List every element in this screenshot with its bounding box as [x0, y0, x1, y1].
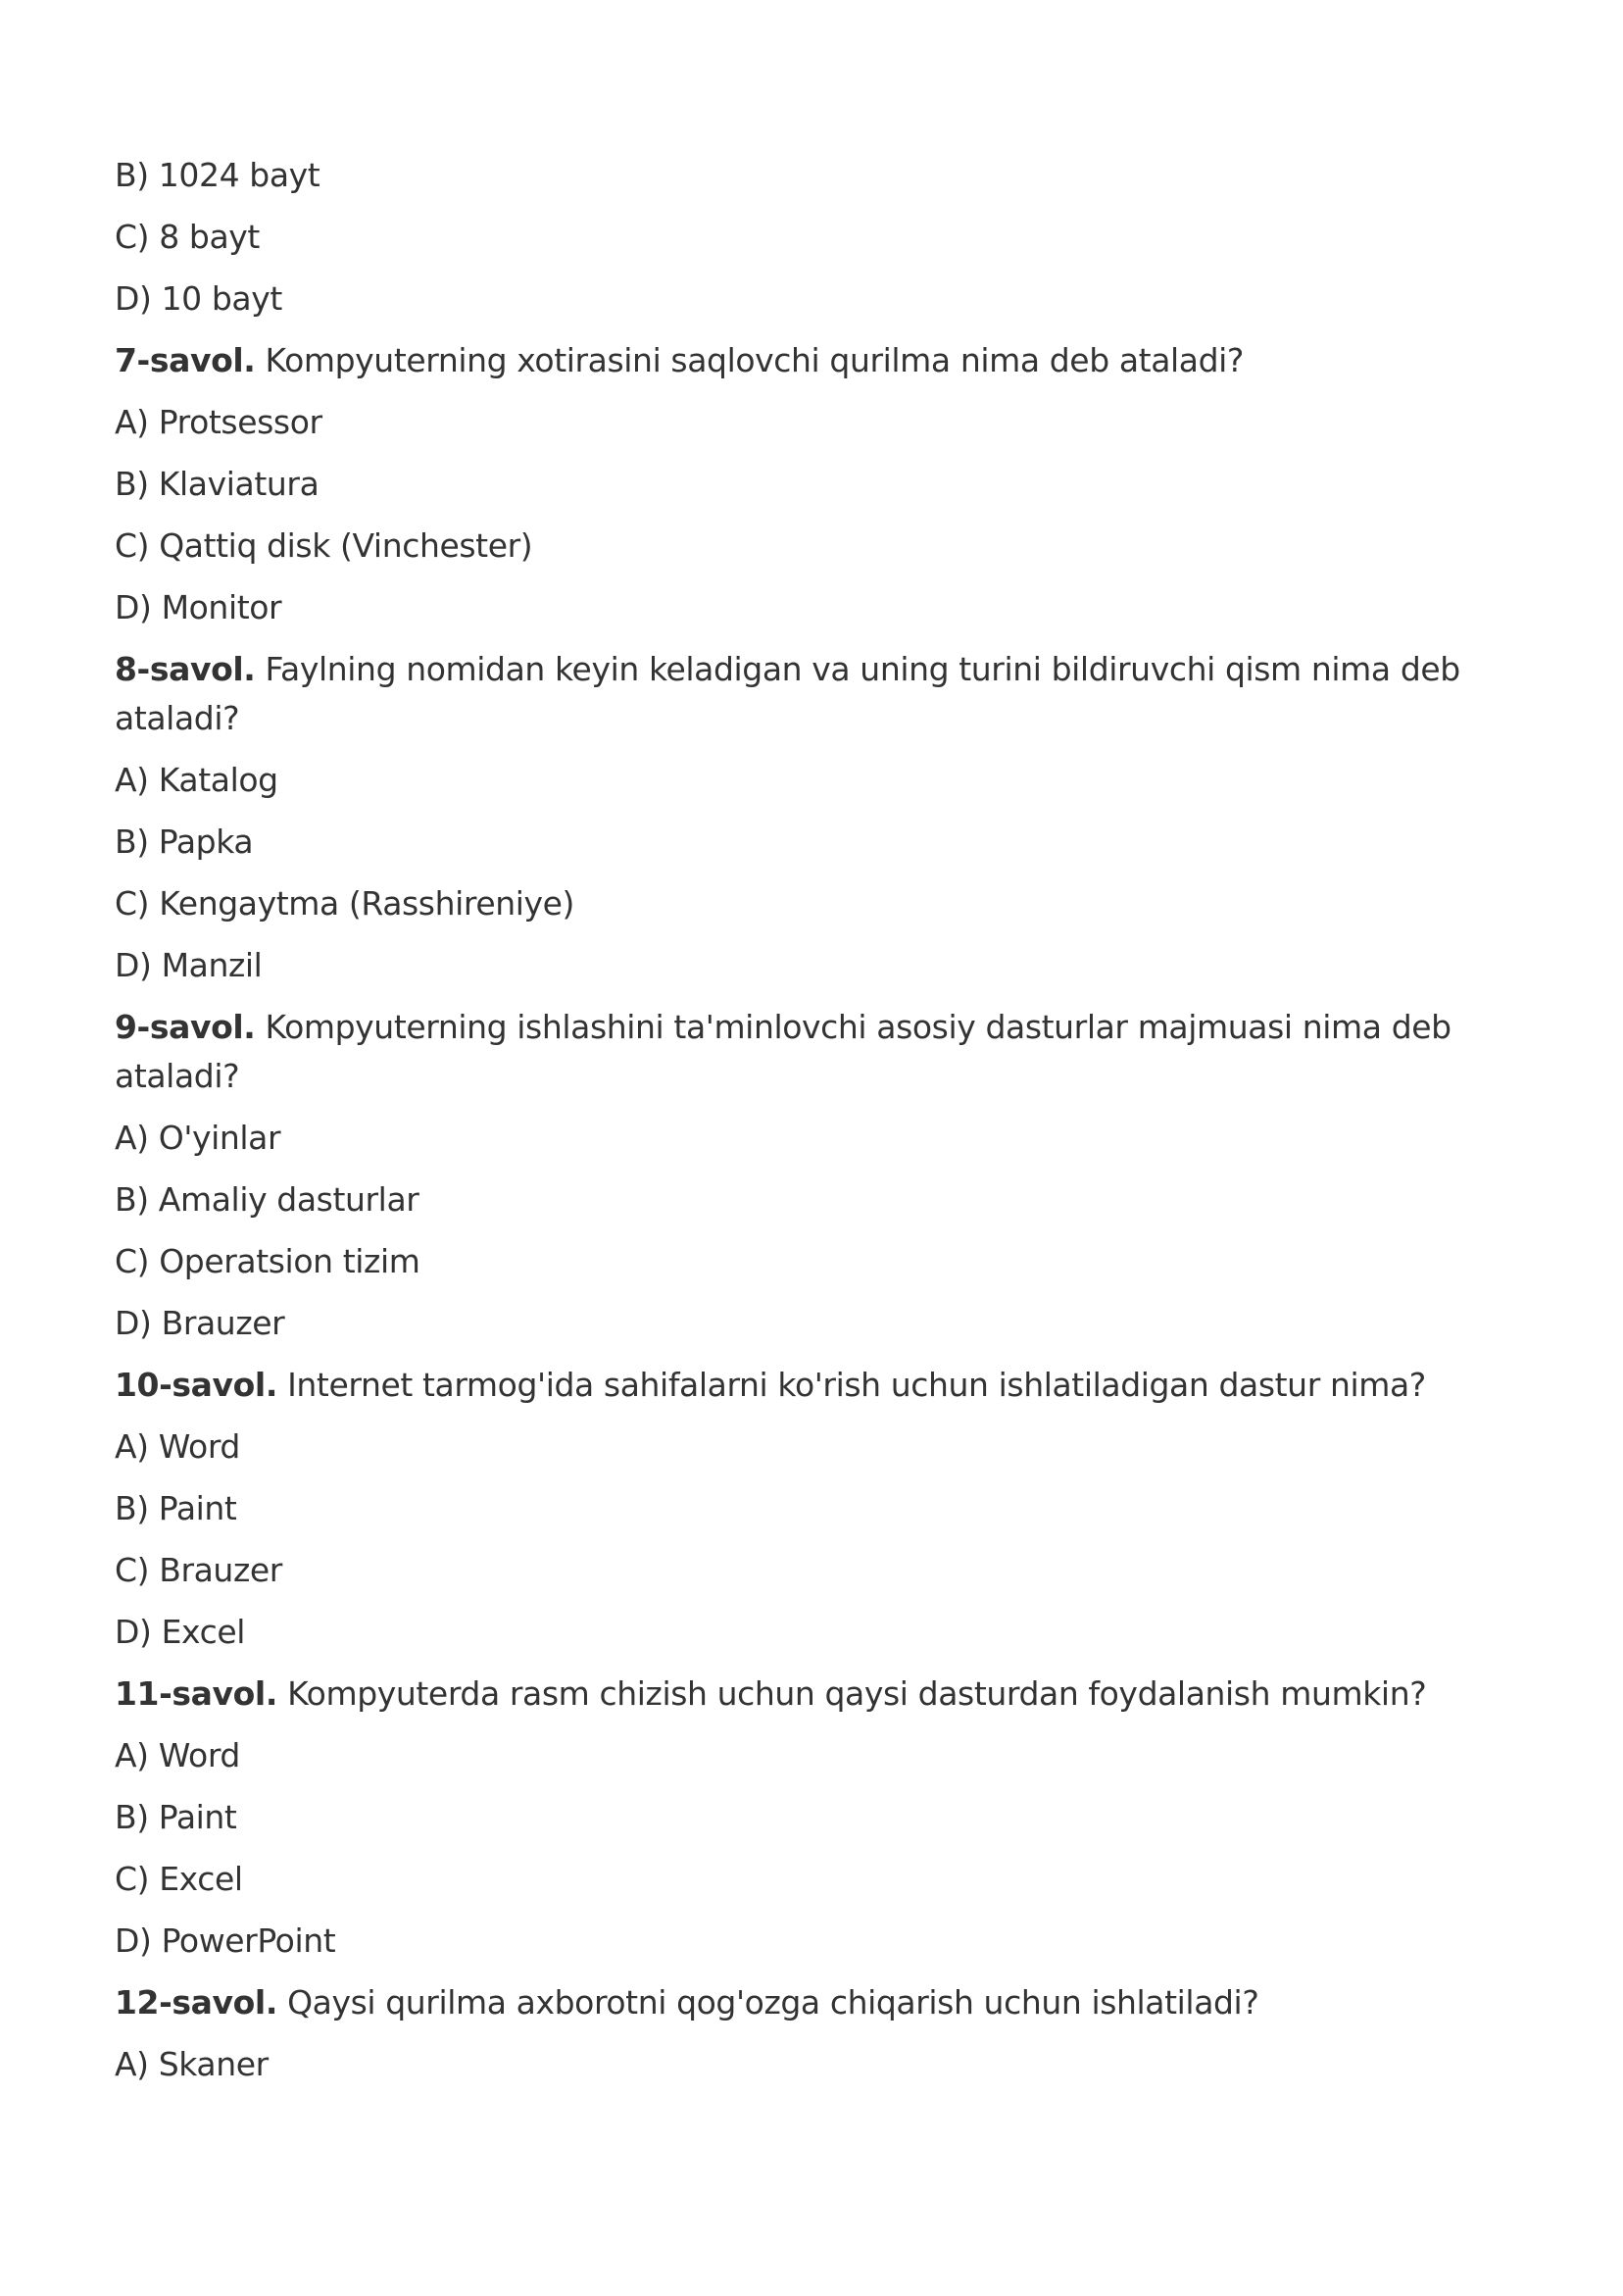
- answer-option: A) Protsessor: [115, 403, 322, 441]
- question-9: [115, 1003, 1487, 1101]
- question-text: Kompyuterning ishlashini ta'minlovchi asosiy dasturlar majmuasi nima deb: [265, 1008, 1451, 1046]
- answer-option: D) PowerPoint: [115, 1922, 336, 1960]
- question-text-continued: ataladi?: [115, 699, 240, 737]
- answer-option: D) Excel: [115, 1613, 245, 1651]
- question-text: Faylning nomidan keyin keladigan va uning turini bildiruvchi qism nima deb: [265, 650, 1460, 688]
- question-10: [115, 1361, 1487, 1410]
- answer-option: D) 10 bayt: [115, 279, 282, 318]
- question-number: 12-savol.: [115, 1983, 277, 2021]
- answer-option: A) Katalog: [115, 761, 278, 799]
- question-number: 7-savol.: [115, 341, 256, 379]
- answer-option: A) Word: [115, 1736, 240, 1774]
- question-number: 8-savol.: [115, 650, 256, 688]
- answer-option: A) Word: [115, 1427, 240, 1466]
- answer-option: B) Paint: [115, 1489, 237, 1527]
- question-7: [115, 336, 1487, 385]
- answer-option: A) O'yinlar: [115, 1119, 281, 1157]
- answer-option: D) Manzil: [115, 946, 263, 984]
- question-11: [115, 1670, 1487, 1719]
- question-text: Internet tarmog'ida sahifalarni ko'rish uchun ishlatiladigan dastur nima?: [287, 1366, 1426, 1404]
- answer-option: B) Klaviatura: [115, 465, 320, 503]
- answer-option: C) 8 bayt: [115, 218, 260, 256]
- question-text: Qaysi qurilma axborotni qog'ozga chiqarish uchun ishlatiladi?: [287, 1983, 1259, 2021]
- answer-option: B) 1024 bayt: [115, 156, 320, 194]
- question-text-continued: ataladi?: [115, 1057, 240, 1095]
- answer-option: A) Skaner: [115, 2045, 269, 2083]
- question-text: Kompyuterning xotirasini saqlovchi qurilma nima deb ataladi?: [265, 341, 1245, 379]
- question-number: 9-savol.: [115, 1008, 256, 1046]
- answer-option: D) Monitor: [115, 588, 282, 626]
- answer-option: B) Papka: [115, 823, 254, 861]
- answer-option: C) Qattiq disk (Vinchester): [115, 526, 533, 565]
- question-text: Kompyuterda rasm chizish uchun qaysi dasturdan foydalanish mumkin?: [287, 1674, 1427, 1713]
- question-number: 10-savol.: [115, 1366, 277, 1404]
- answer-option: C) Kengaytma (Rasshireniye): [115, 884, 575, 923]
- answer-option: D) Brauzer: [115, 1304, 285, 1342]
- question-12: [115, 1978, 1487, 2027]
- answer-option: C) Brauzer: [115, 1551, 282, 1589]
- answer-option: C) Excel: [115, 1860, 243, 1898]
- question-number: 11-savol.: [115, 1674, 277, 1713]
- quiz-content: [115, 151, 1487, 2102]
- question-8: [115, 645, 1487, 743]
- answer-option: C) Operatsion tizim: [115, 1242, 420, 1280]
- answer-option: B) Amaliy dasturlar: [115, 1180, 419, 1219]
- answer-option: B) Paint: [115, 1798, 237, 1836]
